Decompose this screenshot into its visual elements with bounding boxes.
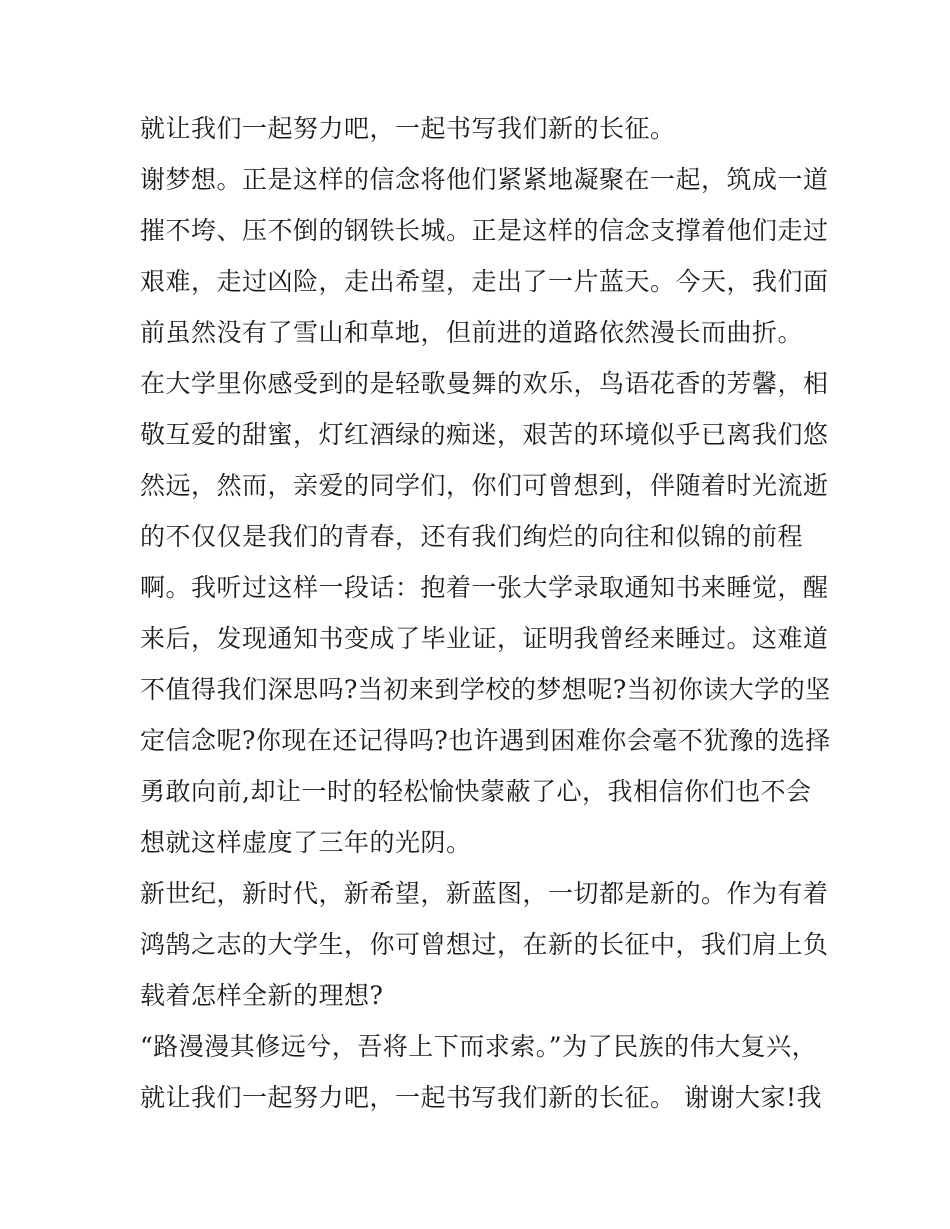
text-line: 不值得我们深思吗?当初来到学校的梦想呢?当初你读大学的坚 (140, 675, 831, 704)
text-line: 勇敢向前,却让一时的轻松愉快蒙蔽了心，我相信你们也不会 (140, 777, 812, 806)
text-line: 就让我们一起努力吧，一起书写我们新的长征。 谢谢大家!我 (140, 1083, 822, 1112)
text-line: 谢梦想。正是这样的信念将他们紧紧地凝聚在一起，筑成一道 (140, 165, 829, 194)
text-line: 就让我们一起努力吧，一起书写我们新的长征。 (140, 114, 676, 143)
text-line: 啊。我听过这样一段话：抱着一张大学录取通知书来睡觉，醒 (140, 573, 829, 602)
text-line: 想就这样虚度了三年的光阴。 (140, 828, 472, 857)
text-line: 定信念呢?你现在还记得吗?也许遇到困难你会毫不犹豫的选择 (140, 726, 831, 755)
text-line: 在大学里你感受到的是轻歌曼舞的欢乐，鸟语花香的芳馨，相 (140, 369, 829, 398)
text-line: 载着怎样全新的理想? (140, 981, 384, 1010)
text-line: 敬互爱的甜蜜，灯红酒绿的痴迷，艰苦的环境似乎已离我们悠 (140, 420, 829, 449)
text-line: 然远，然而，亲爱的同学们，你们可曾想到，伴随着时光流逝 (140, 471, 829, 500)
text-line: 来后，发现通知书变成了毕业证，证明我曾经来睡过。这难道 (140, 624, 829, 653)
text-line: 艰难，走过凶险，走出希望，走出了一片蓝天。今天，我们面 (140, 267, 829, 296)
body-text (140, 103, 831, 1123)
text-line: 摧不垮、压不倒的钢铁长城。正是这样的信念支撑着他们走过 (140, 216, 829, 245)
text-line: 的不仅仅是我们的青春，还有我们绚烂的向往和似锦的前程 (140, 522, 804, 551)
text-line: 鸿鹄之志的大学生，你可曾想过，在新的长征中，我们肩上负 (140, 930, 829, 959)
text-line: 前虽然没有了雪山和草地，但前进的道路依然漫长而曲折。 (140, 318, 804, 347)
text-line: “路漫漫其修远兮，吾将上下而求索。”为了民族的伟大复兴， (140, 1032, 818, 1061)
text-line: 新世纪，新时代，新希望，新蓝图，一切都是新的。作为有着 (140, 879, 829, 908)
